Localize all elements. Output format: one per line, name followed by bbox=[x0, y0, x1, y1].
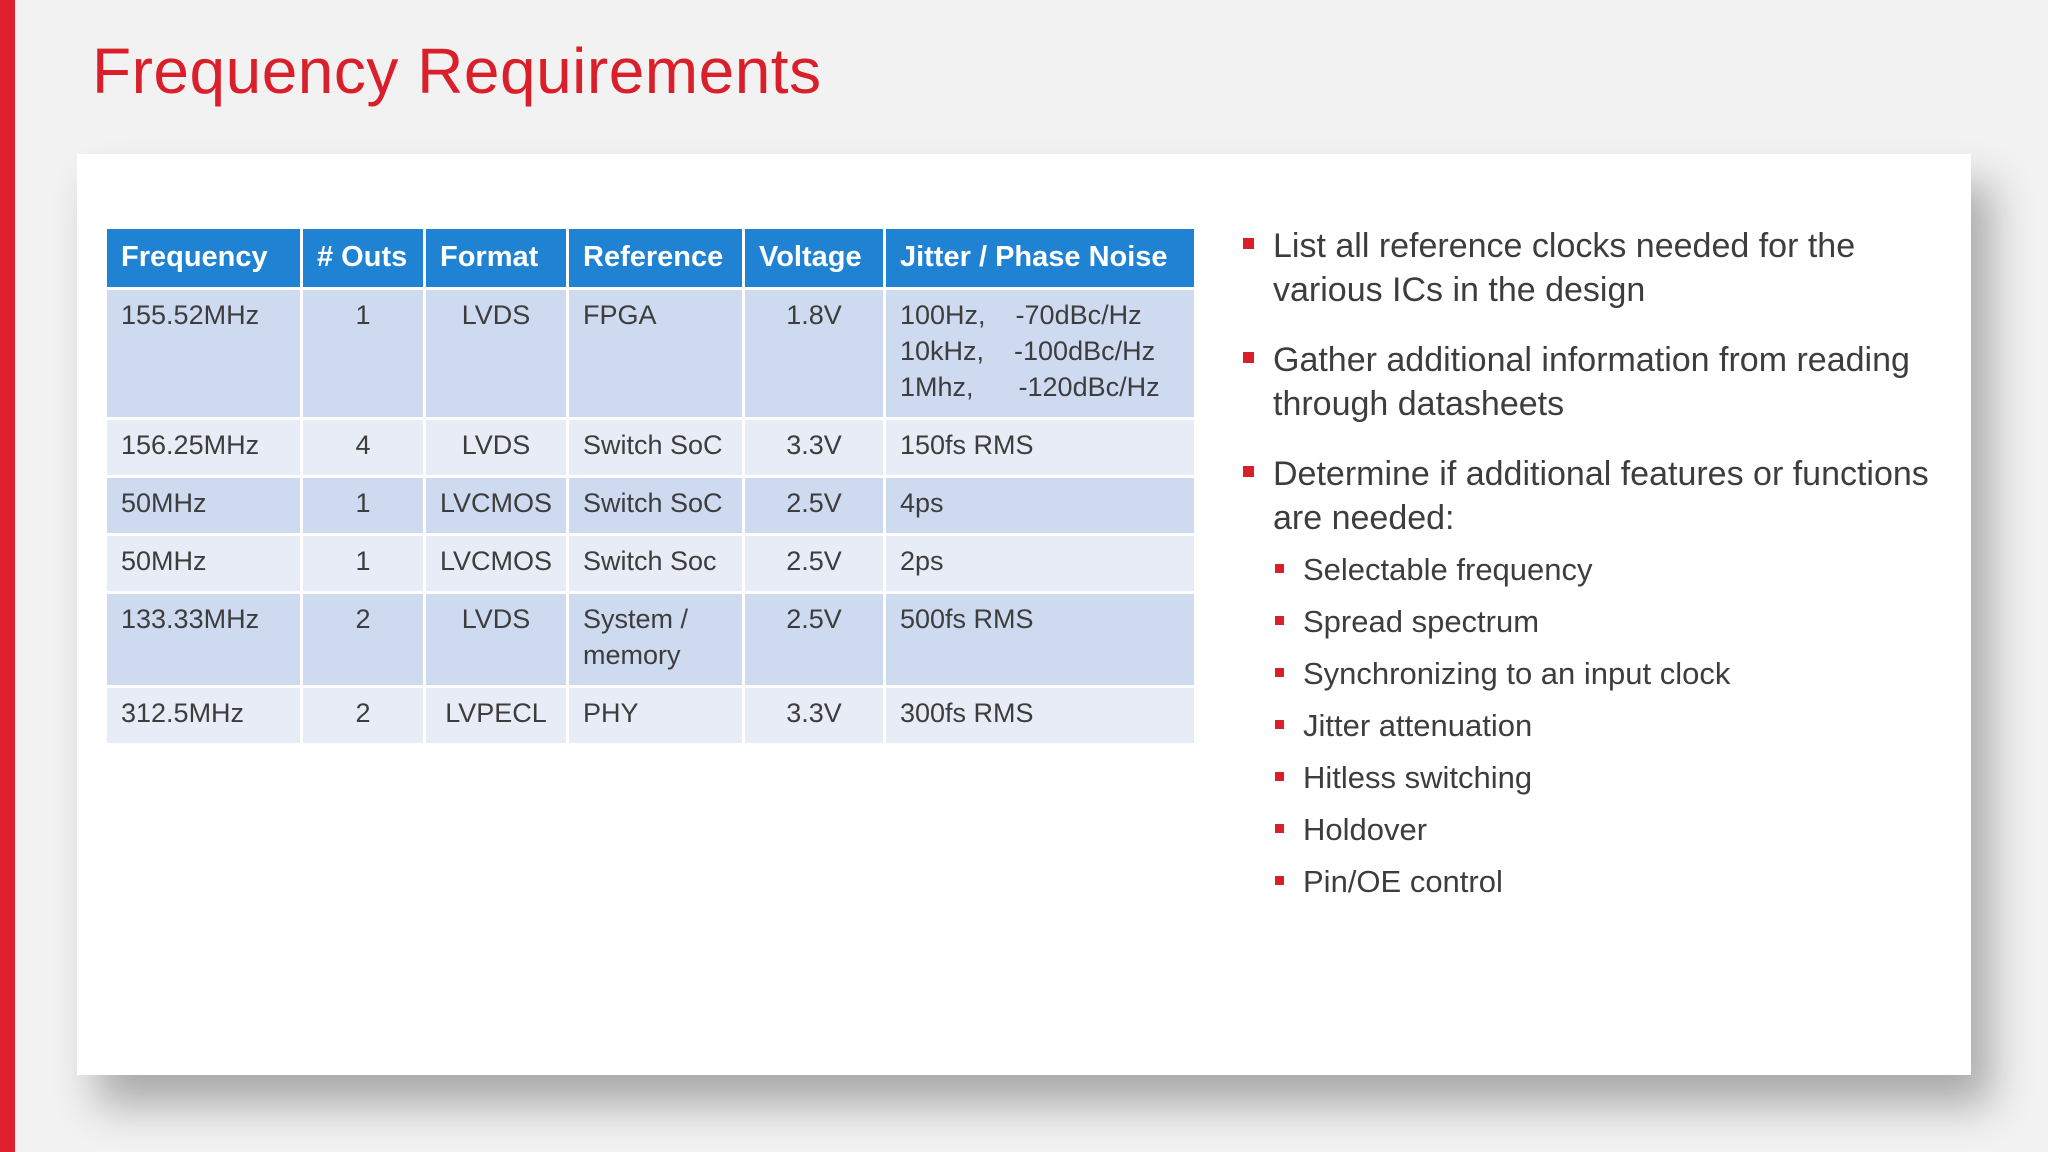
cell-frequency: 312.5MHz bbox=[106, 687, 302, 745]
square-bullet-icon bbox=[1275, 564, 1284, 573]
cell-jitter bbox=[885, 289, 1196, 419]
sub-bullet-item bbox=[1239, 706, 1954, 746]
bullet-text: List all reference clocks needed for the various ICs in the design bbox=[1273, 227, 1856, 309]
cell-reference: Switch SoC bbox=[568, 419, 744, 477]
header-voltage: Voltage bbox=[744, 228, 885, 289]
cell-frequency: 155.52MHz bbox=[106, 289, 302, 419]
sub-bullet-item bbox=[1239, 810, 1954, 850]
header-reference: Reference bbox=[568, 228, 744, 289]
table-row bbox=[106, 535, 1196, 593]
square-bullet-icon bbox=[1243, 466, 1254, 477]
jitter-line: 100Hz, -70dBc/Hz bbox=[900, 300, 1142, 330]
square-bullet-icon bbox=[1243, 238, 1254, 249]
cell-outs: 1 bbox=[302, 289, 425, 419]
header-format: Format bbox=[425, 228, 568, 289]
sub-bullet-text: Jitter attenuation bbox=[1303, 708, 1533, 743]
table-row bbox=[106, 687, 1196, 745]
cell-frequency: 50MHz bbox=[106, 477, 302, 535]
table-row bbox=[106, 419, 1196, 477]
cell-reference: System / memory bbox=[568, 593, 744, 687]
jitter-line: 1Mhz, -120dBc/Hz bbox=[900, 372, 1160, 402]
cell-outs: 1 bbox=[302, 535, 425, 593]
bullet-text: Determine if additional features or functions are needed: bbox=[1273, 455, 1929, 537]
cell-voltage: 2.5V bbox=[744, 535, 885, 593]
cell-jitter: 2ps bbox=[885, 535, 1196, 593]
bullet-item bbox=[1239, 452, 1954, 540]
bullet-list bbox=[1239, 224, 1954, 914]
sub-bullet-text: Spread spectrum bbox=[1303, 604, 1540, 639]
bullet-item bbox=[1239, 338, 1954, 426]
cell-reference: PHY bbox=[568, 687, 744, 745]
accent-bar bbox=[0, 0, 15, 1152]
cell-format: LVDS bbox=[425, 419, 568, 477]
table-row bbox=[106, 289, 1196, 419]
cell-format: LVDS bbox=[425, 289, 568, 419]
cell-voltage: 2.5V bbox=[744, 593, 885, 687]
header-frequency: Frequency bbox=[106, 228, 302, 289]
cell-frequency: 50MHz bbox=[106, 535, 302, 593]
cell-reference: Switch Soc bbox=[568, 535, 744, 593]
cell-format: LVCMOS bbox=[425, 477, 568, 535]
cell-voltage: 3.3V bbox=[744, 419, 885, 477]
sub-bullet-item bbox=[1239, 862, 1954, 902]
bullet-item bbox=[1239, 224, 1954, 312]
square-bullet-icon bbox=[1275, 876, 1284, 885]
square-bullet-icon bbox=[1275, 668, 1284, 677]
table-header-row bbox=[106, 228, 1196, 289]
cell-jitter: 4ps bbox=[885, 477, 1196, 535]
content-panel bbox=[77, 154, 1971, 1075]
table-row bbox=[106, 477, 1196, 535]
bullet-text: Gather additional information from reading through datasheets bbox=[1273, 341, 1910, 423]
cell-voltage: 2.5V bbox=[744, 477, 885, 535]
sub-bullet-text: Selectable frequency bbox=[1303, 552, 1593, 587]
sub-bullet-item bbox=[1239, 758, 1954, 798]
table-row bbox=[106, 593, 1196, 687]
cell-frequency: 156.25MHz bbox=[106, 419, 302, 477]
square-bullet-icon bbox=[1243, 352, 1254, 363]
cell-voltage: 1.8V bbox=[744, 289, 885, 419]
sub-bullet-text: Pin/OE control bbox=[1303, 864, 1503, 899]
sub-bullet-item bbox=[1239, 550, 1954, 590]
cell-outs: 4 bbox=[302, 419, 425, 477]
cell-voltage: 3.3V bbox=[744, 687, 885, 745]
cell-reference: FPGA bbox=[568, 289, 744, 419]
cell-reference: Switch SoC bbox=[568, 477, 744, 535]
cell-frequency: 133.33MHz bbox=[106, 593, 302, 687]
cell-outs: 2 bbox=[302, 593, 425, 687]
cell-jitter: 150fs RMS bbox=[885, 419, 1196, 477]
cell-format: LVPECL bbox=[425, 687, 568, 745]
sub-bullet-text: Hitless switching bbox=[1303, 760, 1533, 795]
sub-bullet-text: Synchronizing to an input clock bbox=[1303, 656, 1731, 691]
header-jitter: Jitter / Phase Noise bbox=[885, 228, 1196, 289]
square-bullet-icon bbox=[1275, 824, 1284, 833]
cell-format: LVDS bbox=[425, 593, 568, 687]
cell-outs: 2 bbox=[302, 687, 425, 745]
slide-title: Frequency Requirements bbox=[92, 35, 822, 107]
frequency-table bbox=[104, 226, 1197, 746]
header-outs: # Outs bbox=[302, 228, 425, 289]
cell-format: LVCMOS bbox=[425, 535, 568, 593]
square-bullet-icon bbox=[1275, 616, 1284, 625]
sub-bullet-item bbox=[1239, 602, 1954, 642]
sub-bullet-text: Holdover bbox=[1303, 812, 1428, 847]
cell-jitter: 500fs RMS bbox=[885, 593, 1196, 687]
square-bullet-icon bbox=[1275, 772, 1284, 781]
sub-bullet-item bbox=[1239, 654, 1954, 694]
square-bullet-icon bbox=[1275, 720, 1284, 729]
cell-outs: 1 bbox=[302, 477, 425, 535]
cell-jitter: 300fs RMS bbox=[885, 687, 1196, 745]
jitter-line: 10kHz, -100dBc/Hz bbox=[900, 336, 1156, 366]
